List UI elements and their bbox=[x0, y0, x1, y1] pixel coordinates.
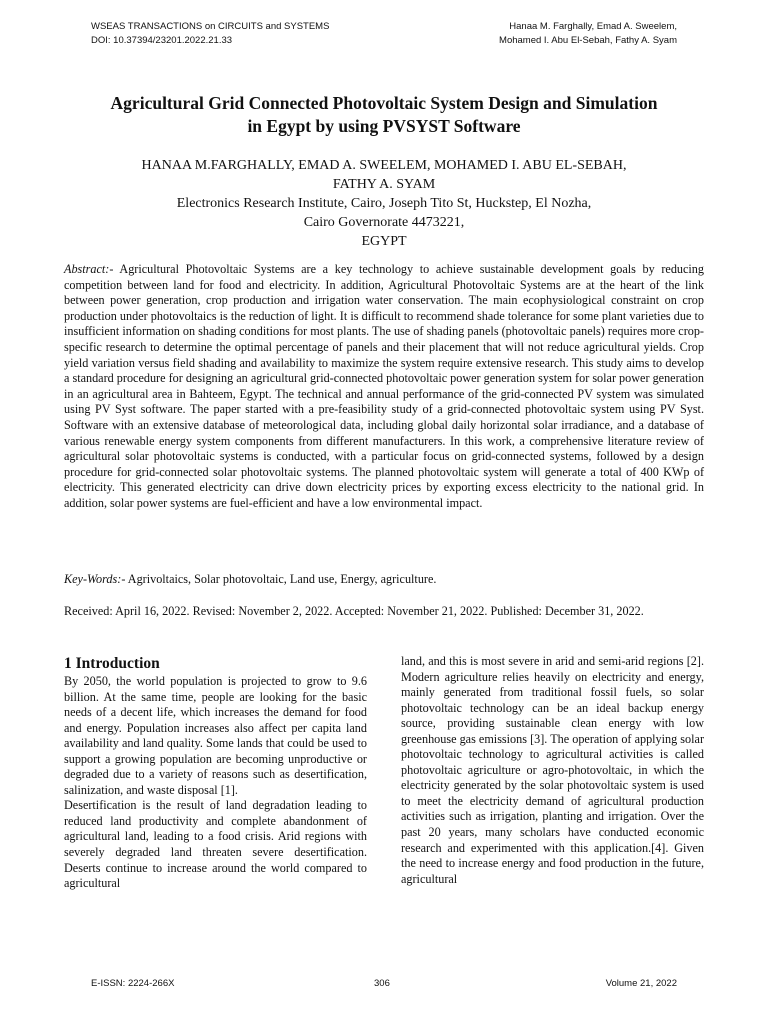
running-authors-line2: Mohamed I. Abu El-Sebah, Fathy A. Syam bbox=[499, 35, 677, 46]
received-dates: Received: April 16, 2022. Revised: November 2, 2022. Accepted: November 21, 2022. Published: December 31, 2022. bbox=[64, 604, 644, 618]
affiliation-line1: Electronics Research Institute, Cairo, Joseph Tito St, Huckstep, El Nozha, bbox=[176, 196, 592, 211]
author-names-line1: HANAA M.FARGHALLY, EMAD A. SWEELEM, MOHAMED I. ABU EL-SEBAH, bbox=[141, 158, 627, 173]
doi: DOI: 10.37394/23201.2022.21.33 bbox=[91, 35, 233, 46]
intro-paragraph-1: By 2050, the world population is projected to grow to 9.6 billion. At the same time, people are looking for the basic needs of a decent life, which increases the demand for food and energy. Population increases also affect per capita land availability and land quality. Some lands that could be used to support a growing population are becoming unproductive or degraded due to a variety of reasons such as desertification, salinization, and waste disposal [1]. bbox=[64, 674, 367, 797]
intro-paragraph-2: Desertification is the result of land degradation leading to reduced land productivity and complete abandonment of agricultural land, leading to a food crisis. Arid regions with severely degraded land threaten severe desertification. Deserts continue to increase around the world compared to agricultural bbox=[64, 798, 367, 891]
journal-name: WSEAS TRANSACTIONS on CIRCUITS and SYSTEMS bbox=[91, 21, 330, 32]
running-authors-line1: Hanaa M. Farghally, Emad A. Sweelem, bbox=[509, 21, 677, 32]
paper-title bbox=[50, 92, 718, 138]
abstract-label: Abstract:- bbox=[64, 262, 114, 276]
section-title: 1 Introduction bbox=[64, 655, 160, 672]
abstract-text: Agricultural Photovoltaic Systems are a key technology to achieve sustainable development goals by reducing competition between land for food and electricity. In addition, Agricultural Photovoltaic Systems are at the heart of the link between power generation, crop production and irrigation water conservation. The main ecophysiological constraint on crop production under photovoltaics is the reduction of light. It is difficult to recommend shade tolerance for some plant varieties due to insufficient information on shading conditions for most plants. The use of shading panels (photovoltaic panels) requires more crop-specific research to determine the optimal percentage of panels and their placement that will not reduce agricultural yields. Crop yield variation versus field shading and availability to maximize the system require extensive research. This study aims to develop a standard procedure for designing an agricultural grid-connected photovoltaic power generation system for solar power generation in an agricultural area in Bahteem, Egypt. The technical and annual performance of the grid-connected PV system was simulated using PV Syst software. The paper started with a pre-feasibility study of a grid-connected photovoltaic system using PV Syst. Software with an extensive database of meteorological data, including global daily horizontal solar irradiance, and a database of various renewable energy system components from different manufacturers. In this work, a comprehensive literature review of agricultural solar photovoltaic systems is conducted, with a particular focus on grid-connected systems, followed by a design procedure for grid-connected solar photovoltaic systems. The planned photovoltaic system will generate a total of 400 KWp of electricity. This generated electricity can drive down electricity prices by exporting excess electricity to the national grid. In addition, solar power systems are fuel-efficient and have a low environmental impact. bbox=[64, 262, 704, 510]
left-column bbox=[64, 654, 367, 892]
abstract bbox=[64, 262, 704, 512]
running-header-left bbox=[91, 20, 329, 48]
keywords bbox=[64, 572, 704, 588]
affiliation-line2: Cairo Governorate 4473221, bbox=[303, 215, 465, 230]
intro-paragraph-3: land, and this is most severe in arid and semi-arid regions [2]. Modern agriculture relies heavily on electricity and energy, mainly generated from traditional fossil fuels, so solar photovoltaic technology can be an ideal backup energy source, providing sustainable clean energy with low greenhouse gas emissions [3]. The operation of applying solar photovoltaic technology to agricultural activities is called photovoltaic agriculture or agro-photovoltaic, in which the electricity generated by the solar photovoltaic system is used to meet the electricity demand of agricultural production activities such as irrigation, planting and irrigation. Over the past 20 years, many scholars have conducted economic research and experimented with this application.[4]. Given the need to increase energy and food production in the future, agricultural bbox=[401, 654, 704, 886]
keywords-label: Key-Words:- bbox=[64, 572, 126, 586]
keywords-text: Agrivoltaics, Solar photovoltaic, Land use, Energy, agriculture. bbox=[125, 572, 437, 586]
author-names-line2: FATHY A. SYAM bbox=[332, 177, 436, 192]
title-line-1: Agricultural Grid Connected Photovoltaic System Design and Simulation bbox=[110, 93, 658, 113]
affiliation-country: EGYPT bbox=[361, 234, 407, 249]
author-block bbox=[50, 156, 718, 251]
footer-issn: E-ISSN: 2224-266X bbox=[91, 978, 175, 989]
footer-volume: Volume 21, 2022 bbox=[605, 978, 677, 989]
running-header-right bbox=[499, 20, 677, 48]
right-column bbox=[401, 654, 704, 887]
footer-page-number: 306 bbox=[374, 978, 390, 989]
title-line-2: in Egypt by using PVSYST Software bbox=[247, 116, 521, 136]
